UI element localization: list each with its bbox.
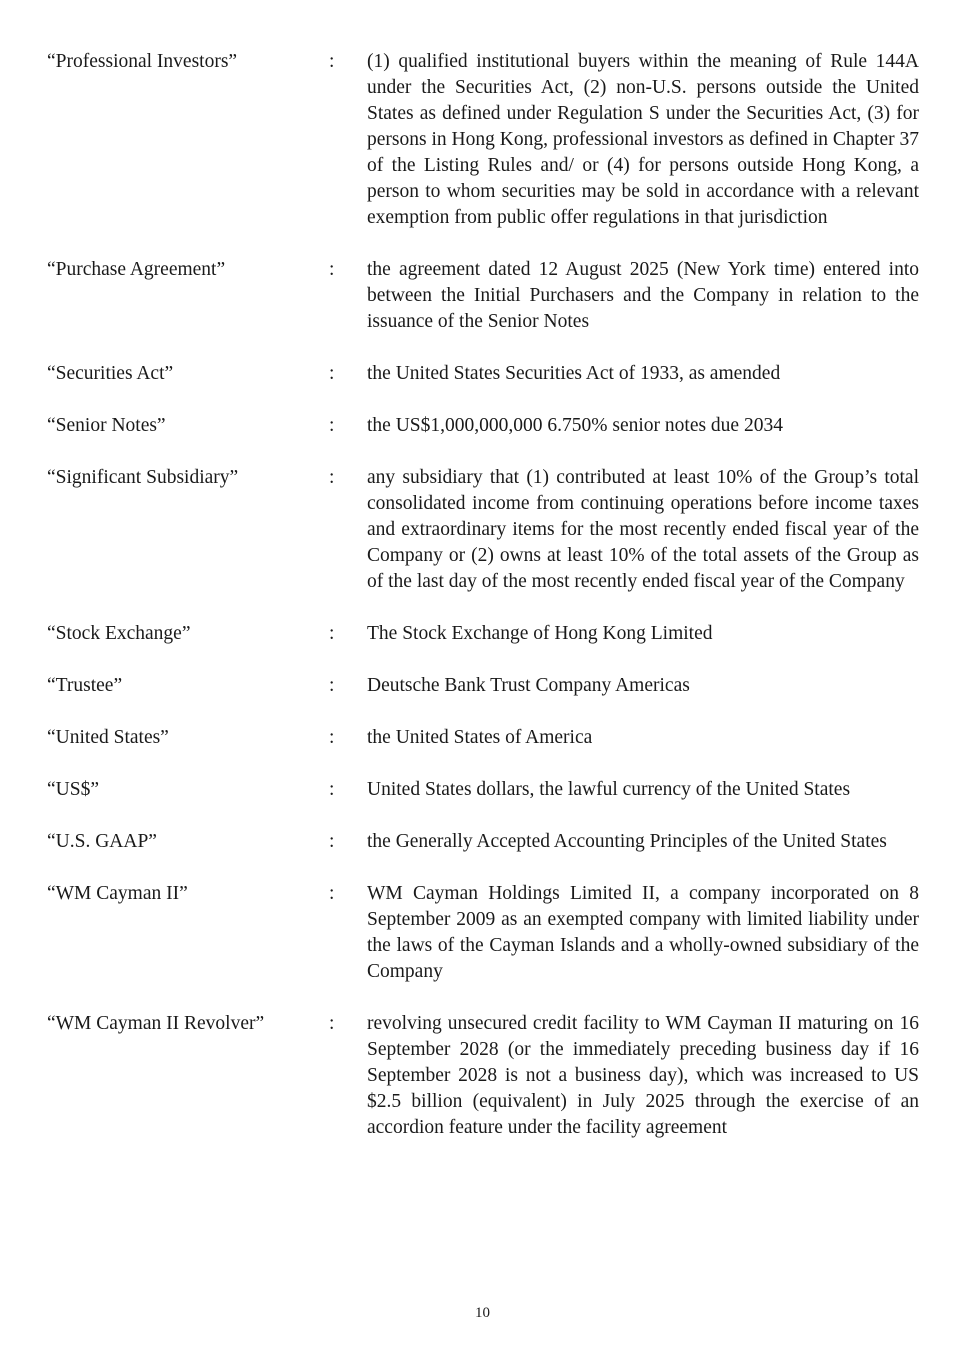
definition-row-trustee	[47, 673, 919, 699]
term: “United States”	[47, 727, 169, 748]
separator: :	[329, 1013, 335, 1034]
term: “Purchase Agreement”	[47, 259, 226, 280]
definition-text: (1) qualified institutional buyers within the meaning of Rule 144A under the Securities Act, (2) non-U.S. persons outside the United States as defined under Regulation S under the Securities Act, (3) for persons in Hong Kong, professional investors as defined in Chapter 37 of the Listing Rules and/ or (4) for persons outside Hong Kong, a person to whom securities may be sold in accordance with a relevant exemption from public offer regulations in that jurisdiction	[367, 51, 919, 228]
separator: :	[329, 623, 335, 644]
definitions-list	[47, 49, 919, 1167]
definition-row-us-dollar	[47, 777, 919, 803]
separator: :	[329, 675, 335, 696]
definition-row-senior-notes	[47, 413, 919, 439]
definition-row-professional-investors	[47, 49, 919, 231]
definition-text: the United States of America	[367, 727, 593, 748]
definition-row-wm-cayman-ii-revolver	[47, 1011, 919, 1141]
separator: :	[329, 467, 335, 488]
definition-text: the agreement dated 12 August 2025 (New York time) entered into between the Initial Purchasers and the Company in relation to the issuance of the Senior Notes	[367, 259, 919, 332]
separator: :	[329, 259, 335, 280]
term: “WM Cayman II”	[47, 883, 188, 904]
term: “U.S. GAAP”	[47, 831, 157, 852]
term: “Stock Exchange”	[47, 623, 191, 644]
definition-text: WM Cayman Holdings Limited II, a company incorporated on 8 September 2009 as an exempted company with limited liability under the laws of the Cayman Islands and a wholly-owned subsidiary of the Company	[367, 883, 919, 982]
separator: :	[329, 727, 335, 748]
definition-text: Deutsche Bank Trust Company Americas	[367, 675, 690, 696]
definition-row-significant-subsidiary	[47, 465, 919, 595]
definition-row-purchase-agreement	[47, 257, 919, 335]
definition-text: the US$1,000,000,000 6.750% senior notes due 2034	[367, 415, 783, 436]
separator: :	[329, 779, 335, 800]
definition-text: the Generally Accepted Accounting Principles of the United States	[367, 831, 887, 852]
separator: :	[329, 363, 335, 384]
term: “Securities Act”	[47, 363, 174, 384]
separator: :	[329, 415, 335, 436]
term: “WM Cayman II Revolver”	[47, 1013, 265, 1034]
page-number: 10	[475, 1305, 490, 1321]
separator: :	[329, 51, 335, 72]
definition-row-wm-cayman-ii	[47, 881, 919, 985]
definition-row-stock-exchange	[47, 621, 919, 647]
separator: :	[329, 883, 335, 904]
definition-text: revolving unsecured credit facility to WM Cayman II maturing on 16 September 2028 (or the immediately preceding business day if 16 September 2028 is not a business day), which was increased to US $2.5 billion (equivalent) in July 2025 through the exercise of an accordion feature under the facility agreement	[367, 1013, 919, 1138]
term: “Significant Subsidiary”	[47, 467, 239, 488]
definition-row-us-gaap	[47, 829, 919, 855]
definition-row-securities-act	[47, 361, 919, 387]
term: “Professional Investors”	[47, 51, 238, 72]
term: “US$”	[47, 779, 99, 800]
definition-row-united-states	[47, 725, 919, 751]
definition-text: The Stock Exchange of Hong Kong Limited	[367, 623, 713, 644]
definition-text: the United States Securities Act of 1933, as amended	[367, 363, 781, 384]
term: “Trustee”	[47, 675, 123, 696]
definition-text: United States dollars, the lawful currency of the United States	[367, 779, 851, 800]
definition-text: any subsidiary that (1) contributed at least 10% of the Group’s total consolidated income from continuing operations before income taxes and extraordinary items for the most recently ended fiscal year of the Company or (2) owns at least 10% of the total assets of the Group as of the last day of the most recently ended fiscal year of the Company	[367, 467, 919, 592]
term: “Senior Notes”	[47, 415, 166, 436]
separator: :	[329, 831, 335, 852]
